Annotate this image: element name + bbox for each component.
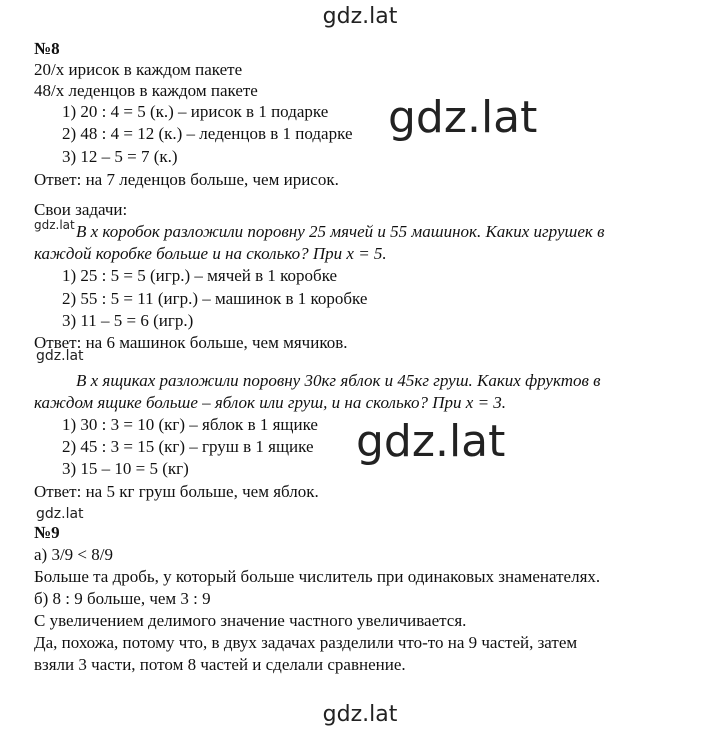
solution-step: 2) 55 : 5 = 11 (игр.) – машинок в 1 коробке [62,289,368,308]
text-line: взяли 3 части, потом 8 частей и сделали сравнение. [34,655,406,674]
solution-step: 3) 12 – 5 = 7 (к.) [62,147,178,166]
solution-step: 1) 30 : 3 = 10 (кг) – яблок в 1 ящике [62,415,318,434]
text-line: 20/x ирисок в каждом пакете [34,60,243,79]
watermark-bottom: gdz.lat [322,702,398,727]
solution-step: 2) 48 : 4 = 12 (к.) – леденцов в 1 подарке [62,124,353,143]
watermark-large: gdz.lat [388,92,538,143]
solution-step: 3) 15 – 10 = 5 (кг) [62,459,189,478]
text-line: Больше та дробь, у который больше числитель при одинаковых знаменателях. [34,567,601,586]
task-text: каждом ящике больше – яблок или груш, и на сколько? При x = 3. [34,393,507,412]
answer-line: Ответ: на 5 кг груш больше, чем яблок. [34,482,319,501]
text-line: 48/x леденцов в каждом пакете [34,81,258,100]
task-text: В x ящиках разложили поровну 30кг яблок и 45кг груш. Каких фруктов в [76,371,601,390]
text-line: Да, похожа, потому что, в двух задачах разделили что-то на 9 частей, затем [34,633,578,652]
solution-step: 3) 11 – 5 = 6 (игр.) [62,311,194,330]
watermark-small: gdz.lat [34,218,75,232]
watermark-small: gdz.lat [36,506,84,522]
text-line: б) 8 : 9 больше, чем 3 : 9 [34,589,211,608]
watermark-large: gdz.lat [356,416,506,467]
text-line: а) 3/9 < 8/9 [34,545,113,564]
task-text: В x коробок разложили поровну 25 мячей и 55 машинок. Каких игрушек в [76,222,605,241]
text-line: С увеличением делимого значение частного увеличивается. [34,611,467,630]
solution-step: 2) 45 : 3 = 15 (кг) – груш в 1 ящике [62,437,314,456]
solution-step: 1) 25 : 5 = 5 (игр.) – мячей в 1 коробке [62,266,338,285]
answer-line: Ответ: на 7 леденцов больше, чем ирисок. [34,170,339,189]
answer-line: Ответ: на 6 машинок больше, чем мячиков. [34,333,348,352]
watermark-top: gdz.lat [322,4,398,29]
solution-step: 1) 20 : 4 = 5 (к.) – ирисок в 1 подарке [62,102,329,121]
task-text: каждой коробке больше и на сколько? При x = 5. [34,244,387,263]
watermark-small: gdz.lat [36,348,84,364]
heading-no9: №9 [34,523,60,542]
heading-no8: №8 [34,39,60,58]
section-label: Свои задачи: [34,200,128,219]
